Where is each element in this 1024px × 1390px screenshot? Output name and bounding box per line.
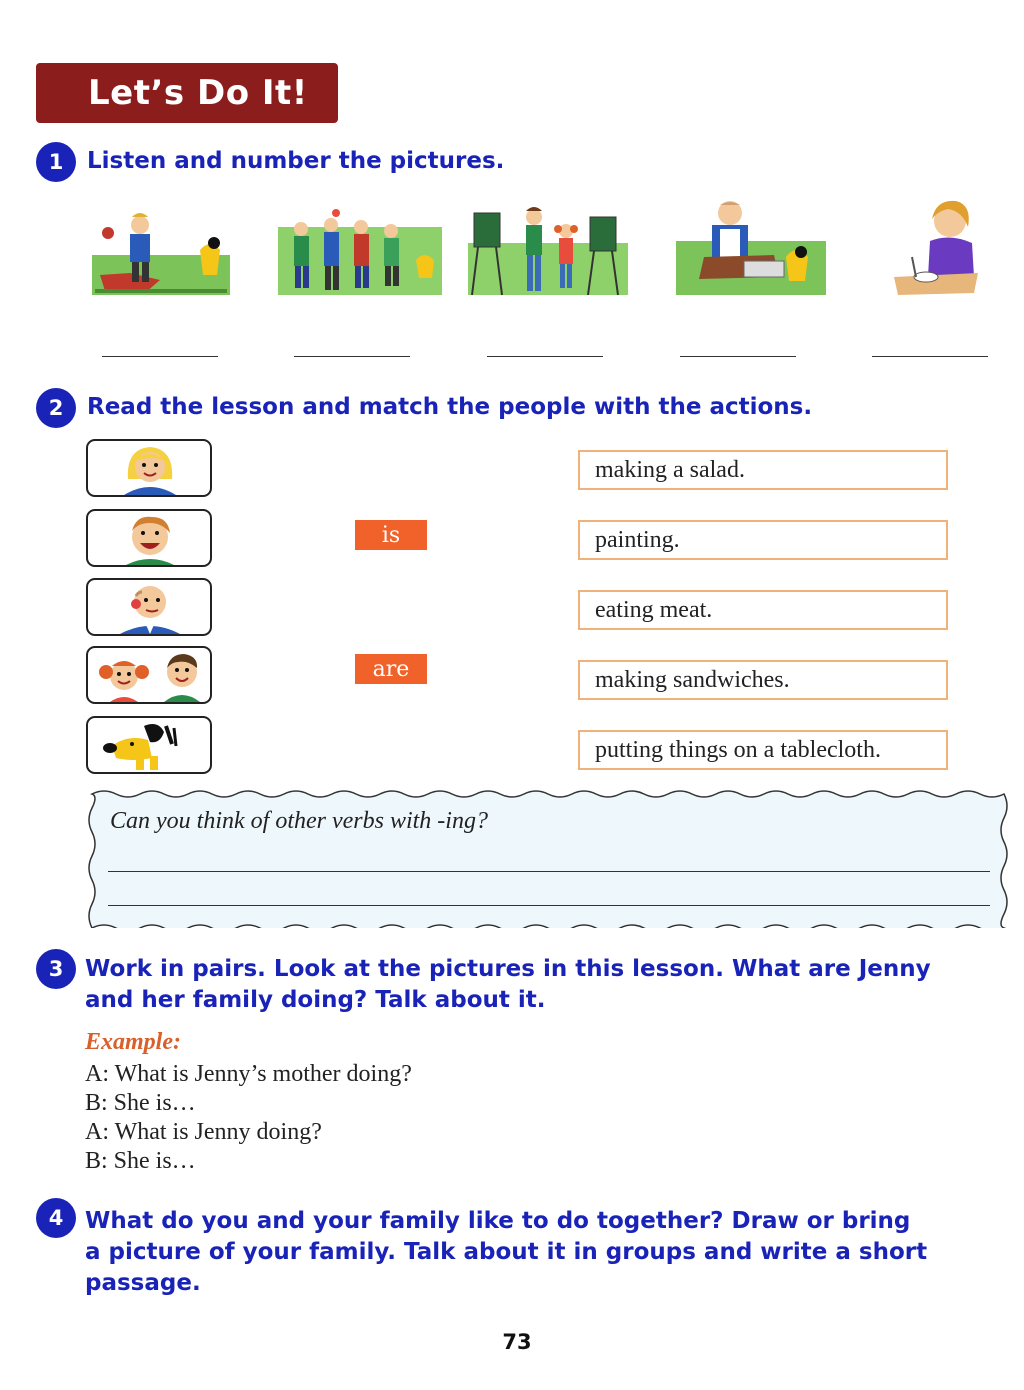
task-4-instruction-line-3: passage. — [85, 1270, 201, 1296]
dialog-line-4: B: She is… — [85, 1148, 196, 1174]
task-2-number: 2 — [36, 388, 76, 428]
task-3-instruction-line-2: and her family doing? Talk about it. — [85, 987, 546, 1013]
task-1-instruction: Listen and number the pictures. — [87, 148, 505, 174]
action-putting-things-tablecloth[interactable]: putting things on a tablecloth. — [578, 730, 948, 770]
man-face-icon — [88, 580, 210, 634]
picture-3-answer-blank[interactable] — [487, 356, 603, 357]
person-girl-yellow-hair[interactable] — [86, 439, 212, 497]
picture-family-walking — [276, 205, 444, 297]
person-girl-and-boy[interactable] — [86, 646, 212, 704]
dog-icon — [88, 718, 210, 772]
girl-face-icon — [88, 441, 210, 495]
think-prompt: Can you think of other verbs with -ing? — [110, 808, 488, 834]
picture-1-answer-blank[interactable] — [102, 356, 218, 357]
picture-4-answer-blank[interactable] — [680, 356, 796, 357]
dialog-line-1: A: What is Jenny’s mother doing? — [85, 1061, 412, 1087]
page-number: 73 — [502, 1330, 532, 1354]
task-4-instruction-line-1: What do you and your family like to do together? Draw or bring — [85, 1208, 911, 1234]
person-laughing-boy[interactable] — [86, 509, 212, 567]
think-answer-line-2[interactable] — [108, 905, 990, 906]
task-1-number: 1 — [36, 142, 76, 182]
picture-painters-at-easels — [466, 203, 630, 298]
picture-2-answer-blank[interactable] — [294, 356, 410, 357]
action-making-salad[interactable]: making a salad. — [578, 450, 948, 490]
task-3-number: 3 — [36, 949, 76, 989]
boy-face-icon — [88, 511, 210, 565]
task-2-instruction: Read the lesson and match the people with the actions. — [87, 394, 813, 420]
girl-and-boy-faces-icon — [88, 648, 210, 702]
action-painting[interactable]: painting. — [578, 520, 948, 560]
person-dog[interactable] — [86, 716, 212, 774]
verb-are: are — [355, 654, 427, 684]
action-making-sandwiches[interactable]: making sandwiches. — [578, 660, 948, 700]
verb-is: is — [355, 520, 427, 550]
think-answer-line-1[interactable] — [108, 871, 990, 872]
lets-do-it-banner: Let’s Do It! — [36, 63, 338, 123]
dialog-line-3: A: What is Jenny doing? — [85, 1119, 322, 1145]
example-label: Example: — [85, 1029, 181, 1055]
task-4-number: 4 — [36, 1198, 76, 1238]
picture-picnic-man-with-dog — [90, 205, 232, 297]
task-4-instruction-line-2: a picture of your family. Talk about it in groups and write a short — [85, 1239, 928, 1265]
action-eating-meat[interactable]: eating meat. — [578, 590, 948, 630]
dialog-line-2: B: She is… — [85, 1090, 196, 1116]
picture-woman-making-salad — [890, 197, 982, 297]
person-bald-man[interactable] — [86, 578, 212, 636]
picture-man-eating-meat — [674, 197, 828, 297]
picture-5-answer-blank[interactable] — [872, 356, 988, 357]
task-3-instruction-line-1: Work in pairs. Look at the pictures in this lesson. What are Jenny — [85, 956, 931, 982]
